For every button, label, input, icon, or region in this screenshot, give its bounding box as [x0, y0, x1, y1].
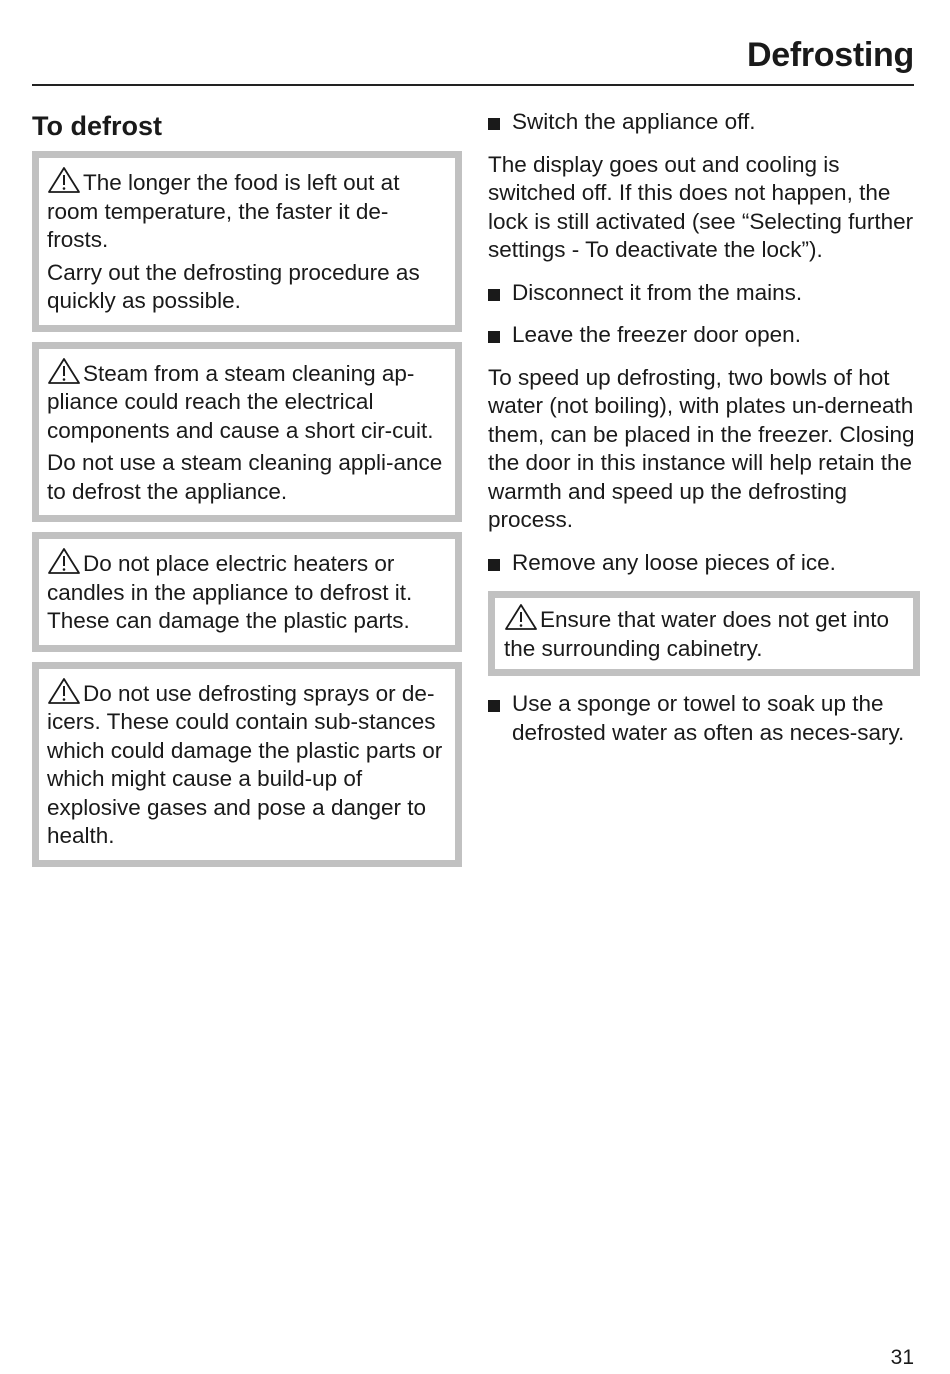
header-divider	[32, 84, 914, 86]
warning-box-1	[32, 151, 462, 332]
square-bullet-icon	[488, 559, 500, 571]
warning-triangle-icon	[504, 603, 538, 631]
right-column	[488, 108, 920, 761]
body-paragraph: To speed up defrosting, two bowls of hot water (not boiling), with plates un-derneath them, can be placed in the freezer. Closing the door in this instance will help retain the warmth and speed up the defrosting process.	[488, 364, 915, 532]
square-bullet-icon	[488, 289, 500, 301]
warning-text: The longer the food is left out at room temperature, the faster it de-frosts.	[47, 166, 446, 255]
warning-text: Carry out the defrosting procedure as quickly as possible.	[47, 259, 420, 313]
body-paragraph: The display goes out and cooling is switched off. If this does not happen, the lock is still activated (see “Selecting further settings - To deactivate the lock”).	[488, 151, 914, 262]
warning-triangle-icon	[47, 677, 81, 705]
warning-text: Do not place electric heaters or candles in the appliance to defrost it. These can damage the plastic parts.	[47, 547, 446, 636]
step-item: Remove any loose pieces of ice.	[488, 549, 920, 578]
step-item: Disconnect it from the mains.	[488, 279, 920, 308]
warning-text: Do not use a steam cleaning appli-ance to defrost the appliance.	[47, 450, 443, 504]
warning-box-2	[32, 342, 462, 523]
square-bullet-icon	[488, 118, 500, 130]
warning-triangle-icon	[47, 166, 81, 194]
warning-text: Steam from a steam cleaning ap-pliance could reach the electrical components and cause a short cir-cuit.	[47, 357, 446, 446]
section-heading: To defrost	[32, 111, 162, 141]
warning-text: Ensure that water does not get into the surrounding cabinetry.	[504, 603, 904, 663]
page-title: Defrosting	[746, 36, 914, 74]
warning-box-3	[32, 532, 462, 652]
step-item: Switch the appliance off.	[488, 108, 920, 137]
warning-text: Do not use defrosting sprays or de-icers. These could contain sub-stances which could damage the plastic parts or which might cause a build-up of explosive gases and pose a danger to health.	[47, 677, 446, 851]
left-column	[32, 108, 462, 877]
warning-triangle-icon	[47, 547, 81, 575]
warning-box-4	[32, 662, 462, 867]
square-bullet-icon	[488, 331, 500, 343]
step-item: Use a sponge or towel to soak up the defrosted water as often as neces-sary.	[488, 690, 920, 747]
warning-triangle-icon	[47, 357, 81, 385]
square-bullet-icon	[488, 700, 500, 712]
warning-box-5	[488, 591, 920, 676]
page-number: 31	[890, 1346, 914, 1369]
step-item: Leave the freezer door open.	[488, 321, 920, 350]
